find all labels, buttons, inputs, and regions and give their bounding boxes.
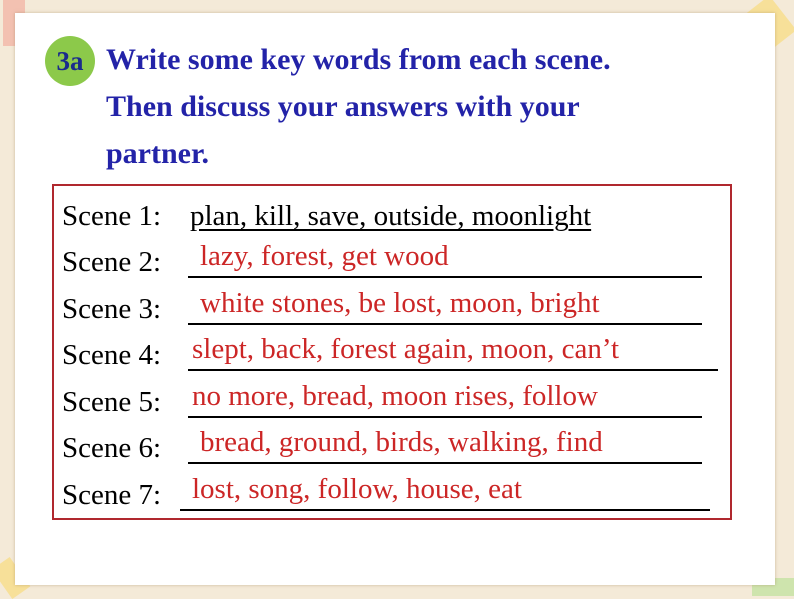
answer-line bbox=[188, 416, 702, 418]
scene-label: Scene 3: bbox=[62, 293, 162, 325]
scene-row bbox=[62, 428, 722, 468]
scene-label: Scene 4: bbox=[62, 339, 162, 371]
scene-label: Scene 6: bbox=[62, 432, 162, 464]
scene-row bbox=[62, 335, 722, 375]
scene-answer: white stones, be lost, moon, bright bbox=[200, 287, 600, 319]
answer-line bbox=[188, 369, 718, 371]
instruction-line: Then discuss your answers with your bbox=[106, 90, 580, 123]
instruction-line: partner. bbox=[106, 137, 210, 170]
activity-badge: 3a bbox=[45, 36, 95, 86]
scene-answer: lost, song, follow, house, eat bbox=[192, 473, 522, 505]
answer-line bbox=[188, 462, 702, 464]
instruction-text bbox=[106, 36, 746, 177]
scene-answer: lazy, forest, get wood bbox=[200, 240, 449, 272]
answer-line bbox=[188, 323, 702, 325]
scene-label: Scene 1: bbox=[62, 200, 162, 232]
answer-line bbox=[180, 509, 710, 511]
scene-row bbox=[62, 242, 722, 282]
scene-answer: plan, kill, save, outside, moonlight bbox=[190, 200, 592, 232]
scene-row bbox=[62, 196, 722, 236]
scene-row bbox=[62, 289, 722, 329]
scene-row bbox=[62, 382, 722, 422]
scene-label: Scene 2: bbox=[62, 246, 162, 278]
scene-label: Scene 5: bbox=[62, 386, 162, 418]
answer-line bbox=[188, 276, 702, 278]
scene-label: Scene 7: bbox=[62, 479, 162, 511]
instruction-line: Write some key words from each scene. bbox=[106, 43, 611, 76]
scene-answer: no more, bread, moon rises, follow bbox=[192, 380, 598, 412]
scene-answer: slept, back, forest again, moon, can’t bbox=[192, 333, 620, 365]
scene-answer: bread, ground, birds, walking, find bbox=[200, 426, 603, 458]
scene-row bbox=[62, 475, 722, 515]
